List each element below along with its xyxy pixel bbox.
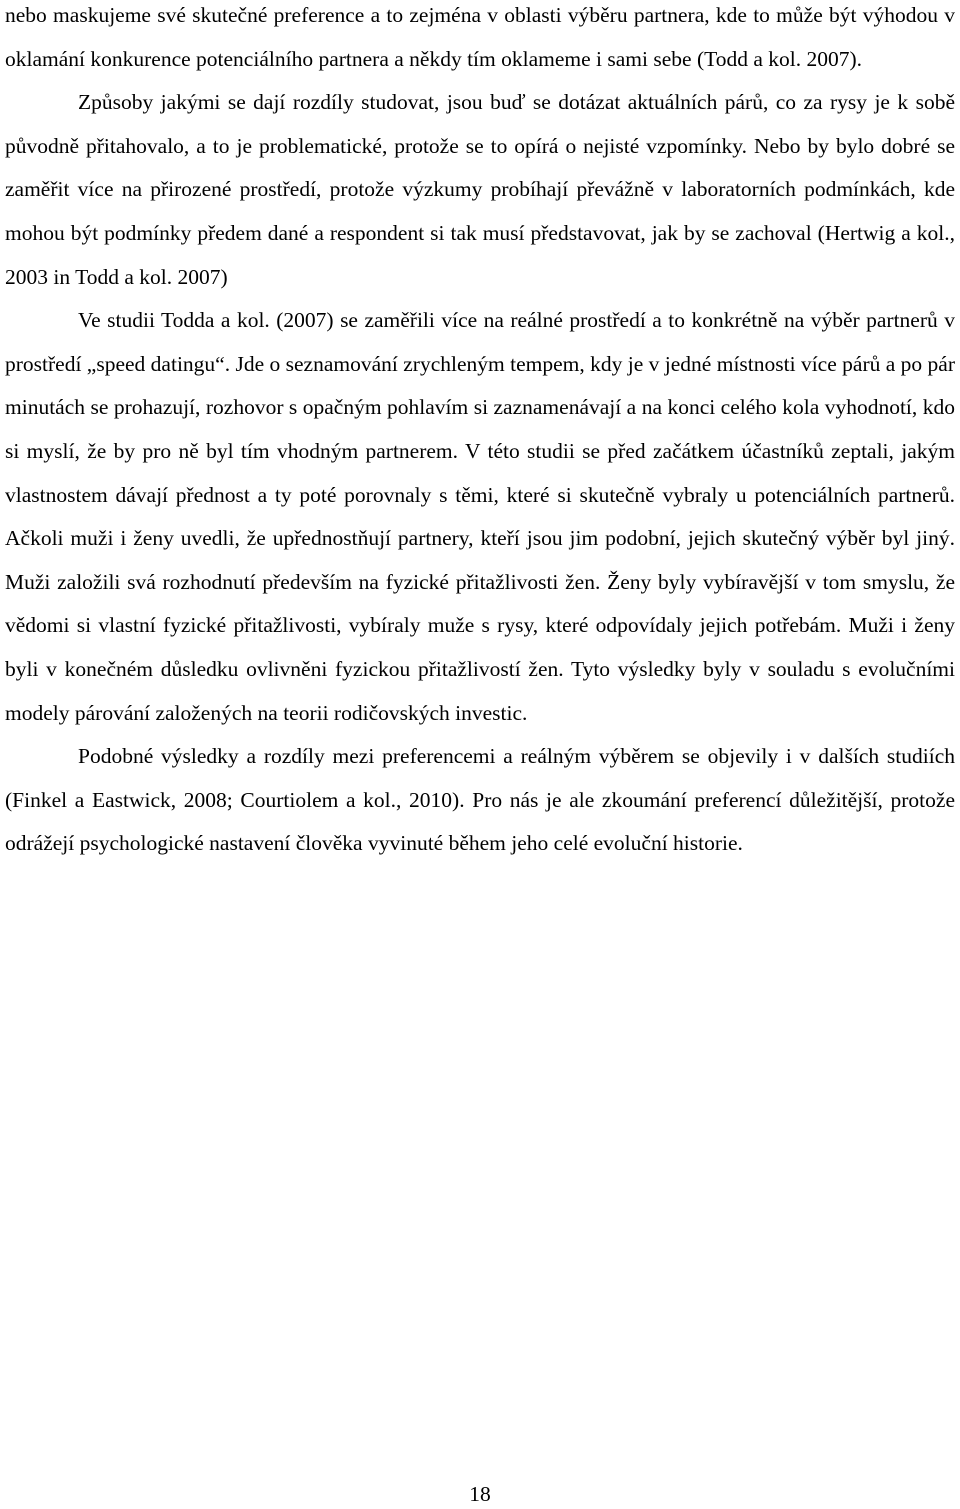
paragraph-similar-results: Podobné výsledky a rozdíly mezi preferencemi a reálným výběrem se objevily i v dalších studiích (Finkel a Eastwick, 2008; Courtiolem a kol., 2010). Pro nás je ale zkoumání preferencí důležitější, protože odrážejí psychologické nastavení člověka vyvinuté během jeho celé evoluční historie. [5,744,955,856]
body-text [5,0,955,866]
paragraph-methods: Způsoby jakými se dají rozdíly studovat, jsou buď se dotázat aktuálních párů, co za rysy je k sobě původně přitahovalo, a to je problematické, protože se to opírá o nejisté vzpomínky. Nebo by bylo dobré se zaměřit více na přirozené prostředí, protože výzkumy probíhají převážně v laboratorních podmínkách, kde mohou být podmínky předem dané a respondent si tak musí představovat, jak by se zachoval (Hertwig a kol., 2003 in Todd a kol. 2007) [5,90,955,289]
page-number: 18 [469,1482,491,1506]
paragraph-continuation: nebo maskujeme své skutečné preference a to zejména v oblasti výběru partnera, kde to může být výhodou v oklamání konkurence potenciálního partnera a někdy tím oklameme i sami sebe (Todd a kol. 2007). [5,3,955,71]
paragraph-speed-dating-study: Ve studii Todda a kol. (2007) se zaměřili více na reálné prostředí a to konkrétně na výběr partnerů v prostředí „speed datingu“. Jde o seznamování zrychleným tempem, kdy je v jedné místnosti více párů a po pár minutách se prohazují, rozhovor s opačným pohlavím si zaznamenávají a na konci celého kola vyhodnotí, kdo si myslí, že by pro ně byl tím vhodným partnerem. V této studii se před začátkem účastníků zeptali, jakým vlastnostem dávají přednost a ty poté porovnaly s těmi, které si skutečně vybraly u potenciálních partnerů. Ačkoli muži i ženy uvedli, že upřednostňují partnery, kteří jsou jim podobní, jejich skutečný výběr byl jiný. Muži založili svá rozhodnutí především na fyzické přitažlivosti žen. Ženy byly vybíravější v tom smyslu, že vědomi si vlastní fyzické přitažlivosti, vybíraly muže s rysy, které odpovídaly jejich potřebám. Muži i ženy byli v konečném důsledku ovlivněni fyzickou přitažlivostí žen. Tyto výsledky byly v souladu s evolučními modely párování založených na teorii rodičovských investic. [5,308,955,725]
